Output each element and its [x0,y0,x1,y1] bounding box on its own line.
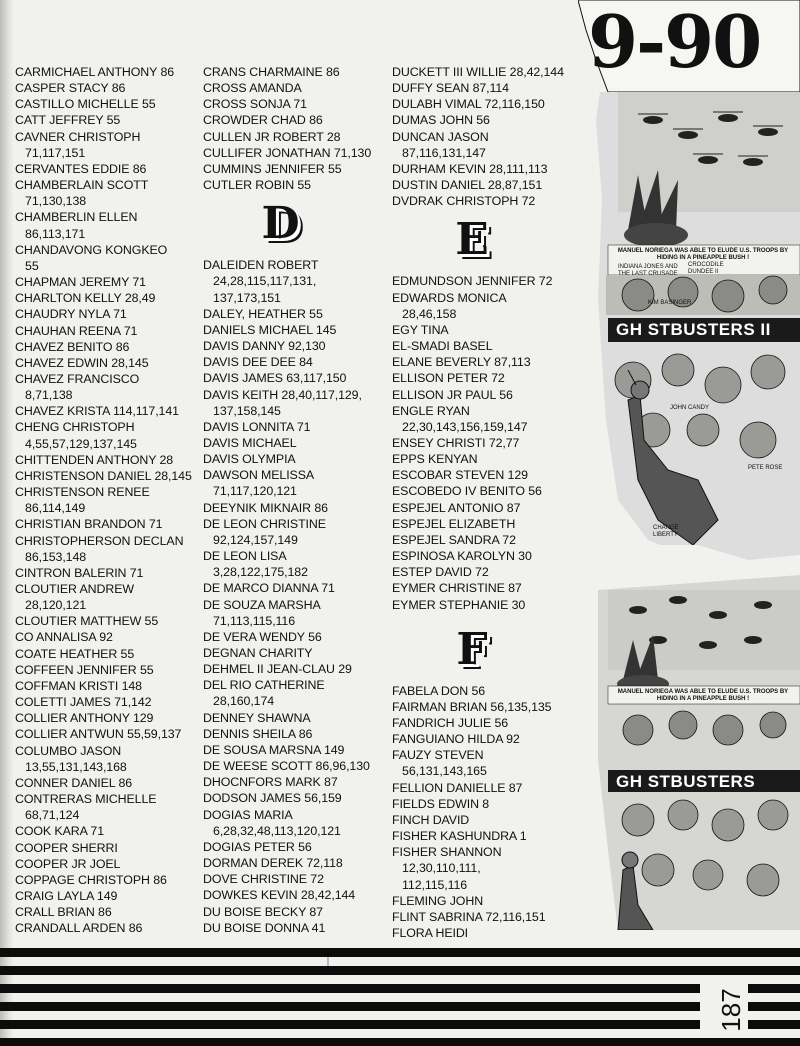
index-entry: CHAVEZ BENITO 86 [15,339,130,354]
index-entry: ESCOBAR STEVEN 129 [392,468,528,483]
index-entry: CROWDER CHAD 86 [203,113,323,128]
index-entry: 55 [15,258,39,273]
index-entry: DU BOISE DONNA 41 [203,920,326,935]
index-entry: EDWARDS MONICA [392,290,507,305]
section-letter-f [392,621,582,679]
index-entry: EPPS KENYAN [392,452,478,467]
index-entry: DAVIS DEE DEE 84 [203,355,313,370]
index-entry: DOGIAS PETER 56 [203,839,312,854]
index-entry: COFFEEN JENNIFER 55 [15,662,154,677]
index-entry: COLUMBO JASON [15,743,122,758]
index-entry: CRAIG LAYLA 149 [15,888,118,903]
index-entry: COOPER SHERRI [15,840,118,855]
index-entry: CHRISTENSON DANIEL 28,145 [15,468,192,483]
label-liberty: CHANGE LIBERTY [653,525,679,538]
index-entry: COPPAGE CHRISTOPH 86 [15,872,167,887]
index-entry: DOVE CHRISTINE 72 [203,872,324,887]
index-entry: COATE HEATHER 55 [15,646,135,661]
ghostbusters-title-top: GH STBUSTERS II [616,320,771,339]
index-entry: DORMAN DEREK 72,118 [203,856,343,871]
index-entry: ENGLE RYAN [392,403,470,418]
index-entry: CHAMBERLIN ELLEN [15,210,138,225]
section-letter-d [203,195,388,253]
index-entry: 8,71,138 [15,388,73,403]
index-entry: DE MARCO DIANNA 71 [203,581,335,596]
index-entry: FLORA HEIDI [392,926,469,941]
index-entry: 92,124,157,149 [203,532,298,547]
index-entry: DVDRAK CHRISTOPH 72 [392,194,536,209]
section-letter-e [392,211,582,269]
index-entry: ELLISON JR PAUL 56 [392,387,513,402]
index-entry: CHRISTENSON RENEE [15,485,150,500]
index-entry: CHAVEZ EDWIN 28,145 [15,355,149,370]
stripe-4 [0,1002,700,1011]
index-entry: 137,173,151 [203,290,281,305]
index-entry: 13,55,131,143,168 [15,759,127,774]
letter-d-heading: D [261,198,300,250]
index-entry: CHARLTON KELLY 28,49 [15,291,156,306]
index-entry: CASTILLO MICHELLE 55 [15,97,156,112]
index-entry: DEGNAN CHARITY [203,646,313,660]
index-entry: DUMAS JOHN 56 [392,113,490,128]
index-entry: FANDRICH JULIE 56 [392,716,509,730]
index-entry: CUTLER ROBIN 55 [203,178,311,193]
index-entry: 71,117,151 [15,145,86,160]
ghostbusters-title-bottom: GH STBUSTERS [616,772,756,791]
index-entry: DANIELS MICHAEL 145 [203,322,337,337]
index-entry: DE SOUSA MARSNA 149 [203,742,345,757]
index-entry: CHAPMAN JEREMY 71 [15,275,146,290]
letter-f-heading: F [456,623,488,675]
index-entry: DUSTIN DANIEL 28,87,151 [392,178,543,193]
index-entry: CHITTENDEN ANTHONY 28 [15,452,174,467]
index-entry: CHRISTOPHERSON DECLAN [15,533,184,548]
footer-stripes [0,948,800,1046]
index-entry: DUCKETT III WILLIE 28,42,144 [392,65,564,79]
index-entry: FANGUIANO HILDA 92 [392,732,520,747]
index-entry: ESTEP DAVID 72 [392,565,489,580]
noriega-caption-top: MANUEL NORIEGA WAS ABLE TO ELUDE U.S. TROOPS BY HIDING IN A PINEAPPLE BUSH ! [617,248,789,261]
index-entry: 28,120,121 [15,598,87,613]
index-entry: CARMICHAEL ANTHONY 86 [15,65,175,79]
index-entry: DALEIDEN ROBERT [203,258,319,273]
index-column-2 [203,64,388,936]
index-entry: DAVIS JAMES 63,117,150 [203,371,347,386]
stripe-6 [0,1038,800,1046]
index-entry: FELLION DANIELLE 87 [392,780,523,795]
index-entry: CONTRERAS MICHELLE [15,792,157,807]
index-entry: DENNEY SHAWNA [203,710,311,725]
index-entry: CAVNER CHRISTOPH [15,129,141,144]
index-entry: DALEY, HEATHER 55 [203,306,323,321]
index-entry: EYMER CHRISTINE 87 [392,581,522,596]
index-entry: CUMMINS JENNIFER 55 [203,161,342,176]
index-entry: DE LEON LISA [203,549,287,564]
index-entry: DAVIS MICHAEL [203,435,297,450]
label-crocodile-dundee: CROCODILE DUNDEE II [688,262,724,275]
index-entry: 28,46,158 [392,306,457,321]
index-entry: FAUZY STEVEN [392,748,484,763]
index-entry: FINCH DAVID [392,812,470,827]
index-entry: DU BOISE BECKY 87 [203,904,323,919]
index-entry: CASPER STACY 86 [15,81,126,96]
index-entry: 137,158,145 [203,403,281,418]
index-entry: DAVIS OLYMPIA [203,452,296,467]
index-entry: CULLEN JR ROBERT 28 [203,129,341,144]
index-entry: FABELA DON 56 [392,683,486,698]
index-entry: COLLIER ANTHONY 129 [15,711,154,726]
index-entry: DOGIAS MARIA [203,807,293,822]
index-entry: DODSON JAMES 56,159 [203,791,342,806]
noriega-caption-bottom: MANUEL NORIEGA WAS ABLE TO ELUDE U.S. TROOPS BY HIDING IN A PINEAPPLE BUSH ! [617,689,789,702]
index-entry: 86,113,171 [15,226,86,241]
label-kim-basinger: KIM BASINGER [648,300,692,306]
index-entry: CINTRON BALERIN 71 [15,565,144,580]
index-entry: COOK KARA 71 [15,824,105,839]
index-entry: CHENG CHRISTOPH [15,420,135,435]
page-binding-shadow [0,0,14,1046]
index-entry: ESPEJEL ANTONIO 87 [392,500,521,515]
index-entry: CROSS SONJA 71 [203,97,307,112]
index-entry: 71,130,138 [15,194,87,209]
index-entry: CRANS CHARMAINE 86 [203,65,340,79]
index-entry: 71,117,120,121 [203,484,297,499]
index-entry: ESCOBEDO IV BENITO 56 [392,484,542,499]
index-entry: 12,30,110,111, [392,861,481,876]
index-entry: ELLISON PETER 72 [392,371,505,386]
index-entry: DAVIS DANNY 92,130 [203,339,326,354]
index-entry: 68,71,124 [15,808,80,823]
index-entry: CRANDALL ARDEN 86 [15,921,143,936]
index-entry: DEEYNIK MIKNAIR 86 [203,500,328,515]
index-entry: COOPER JR JOEL [15,856,121,871]
index-entry: DULABH VIMAL 72,116,150 [392,97,545,112]
index-entry: EL-SMADI BASEL [392,339,493,354]
index-entry: DEL RIO CATHERINE [203,678,325,693]
stripe-5b [748,1020,800,1029]
index-entry: DURHAM KEVIN 28,111,113 [392,161,548,176]
index-entry: 4,55,57,129,137,145 [15,436,137,451]
index-entry: COLETTI JAMES 71,142 [15,695,152,710]
index-entry: FAIRMAN BRIAN 56,135,135 [392,699,552,714]
index-entry: DE SOUZA MARSHA [203,597,321,612]
index-entry: EGY TINA [392,322,449,337]
index-entry: FLEMING JOHN [392,893,484,908]
index-entry: 22,30,143,156,159,147 [392,419,528,434]
index-entry: 3,28,122,175,182 [203,565,308,580]
index-entry: 112,115,116 [392,877,468,892]
stripe-5 [0,1020,700,1029]
index-entry: 86,114,149 [15,501,86,516]
index-entry: CHAUHAN REENA 71 [15,323,138,338]
index-entry: 28,160,174 [203,694,275,709]
index-entry: DE LEON CHRISTINE [203,516,326,531]
index-entry: FISHER KASHUNDRA 1 [392,829,527,844]
label-pete-rose: PETE ROSE [748,465,783,471]
index-entry: CHAVEZ KRISTA 114,117,141 [15,404,179,419]
stripe-4b [748,1002,800,1011]
letter-e-heading: E [455,214,489,266]
index-entry: DENNIS SHEILA 86 [203,726,313,741]
page-number: 187 [716,988,746,1032]
index-entry: 24,28,115,117,131, [203,274,317,289]
label-john-candy: JOHN CANDY [670,405,710,411]
index-entry: DUFFY SEAN 87,114 [392,81,509,96]
index-entry: COLLIER ANTWUN 55,59,137 [15,727,182,742]
collage-1989-1990-events [578,0,800,930]
index-entry: DAWSON MELISSA [203,468,315,483]
index-entry: CLOUTIER MATTHEW 55 [15,614,159,629]
index-entry: CROSS AMANDA [203,81,302,96]
index-entry: CRALL BRIAN 86 [15,905,112,920]
index-entry: DE WEESE SCOTT 86,96,130 [203,759,370,774]
index-entry: EYMER STEPHANIE 30 [392,597,526,612]
stripe-3b [748,984,800,993]
index-entry: FISHER SHANNON [392,845,502,860]
index-entry: CATT JEFFREY 55 [15,113,121,128]
index-entry: 71,113,115,116 [203,613,295,628]
stripe-3 [0,984,700,993]
stripe-1 [0,948,800,957]
index-entry: ESPEJEL ELIZABETH [392,516,516,531]
index-entry: ESPINOSA KAROLYN 30 [392,549,532,564]
index-entry: DAVIS LONNITA 71 [203,419,311,434]
stripe-2 [0,966,800,975]
index-entry: CERVANTES EDDIE 86 [15,161,147,176]
index-column-1 [15,64,200,936]
index-entry: 6,28,32,48,113,120,121 [203,823,341,838]
index-entry: ESPEJEL SANDRA 72 [392,532,516,547]
index-entry: CHRISTIAN BRANDON 71 [15,517,163,532]
index-entry: FIELDS EDWIN 8 [392,796,490,811]
index-entry: CLOUTIER ANDREW [15,582,134,596]
index-entry: FLINT SABRINA 72,116,151 [392,909,546,924]
index-entry: DEHMEL II JEAN-CLAU 29 [203,662,352,677]
index-entry: CHAUDRY NYLA 71 [15,307,127,322]
index-column-3 [392,64,582,941]
index-entry: CULLIFER JONATHAN 71,130 [203,145,372,160]
index-entry: CHAMBERLAIN SCOTT [15,178,149,193]
index-entry: CHAVEZ FRANCISCO [15,371,140,386]
index-entry: DAVIS KEITH 28,40,117,129, [203,387,362,402]
index-entry: DE VERA WENDY 56 [203,629,322,644]
index-entry: CHANDAVONG KONGKEO [15,242,168,257]
index-entry: DOWKES KEVIN 28,42,144 [203,888,356,903]
index-entry: DHOCNFORS MARK 87 [203,775,338,790]
index-entry: DUNCAN JASON [392,129,489,144]
index-entry: 86,153,148 [15,549,87,564]
year-banner: 9-90 [588,0,761,84]
index-entry: CO ANNALISA 92 [15,630,113,645]
index-entry: ENSEY CHRISTI 72,77 [392,435,520,450]
index-entry: 87,116,131,147 [392,145,486,160]
label-indiana-jones: INDIANA JONES AND THE LAST CRUSADE [618,264,678,277]
index-entry: COFFMAN KRISTI 148 [15,678,142,693]
index-entry: CONNER DANIEL 86 [15,775,133,790]
index-entry: 56,131,143,165 [392,764,487,779]
index-entry: EDMUNDSON JENNIFER 72 [392,274,553,289]
index-entry: ELANE BEVERLY 87,113 [392,355,531,370]
